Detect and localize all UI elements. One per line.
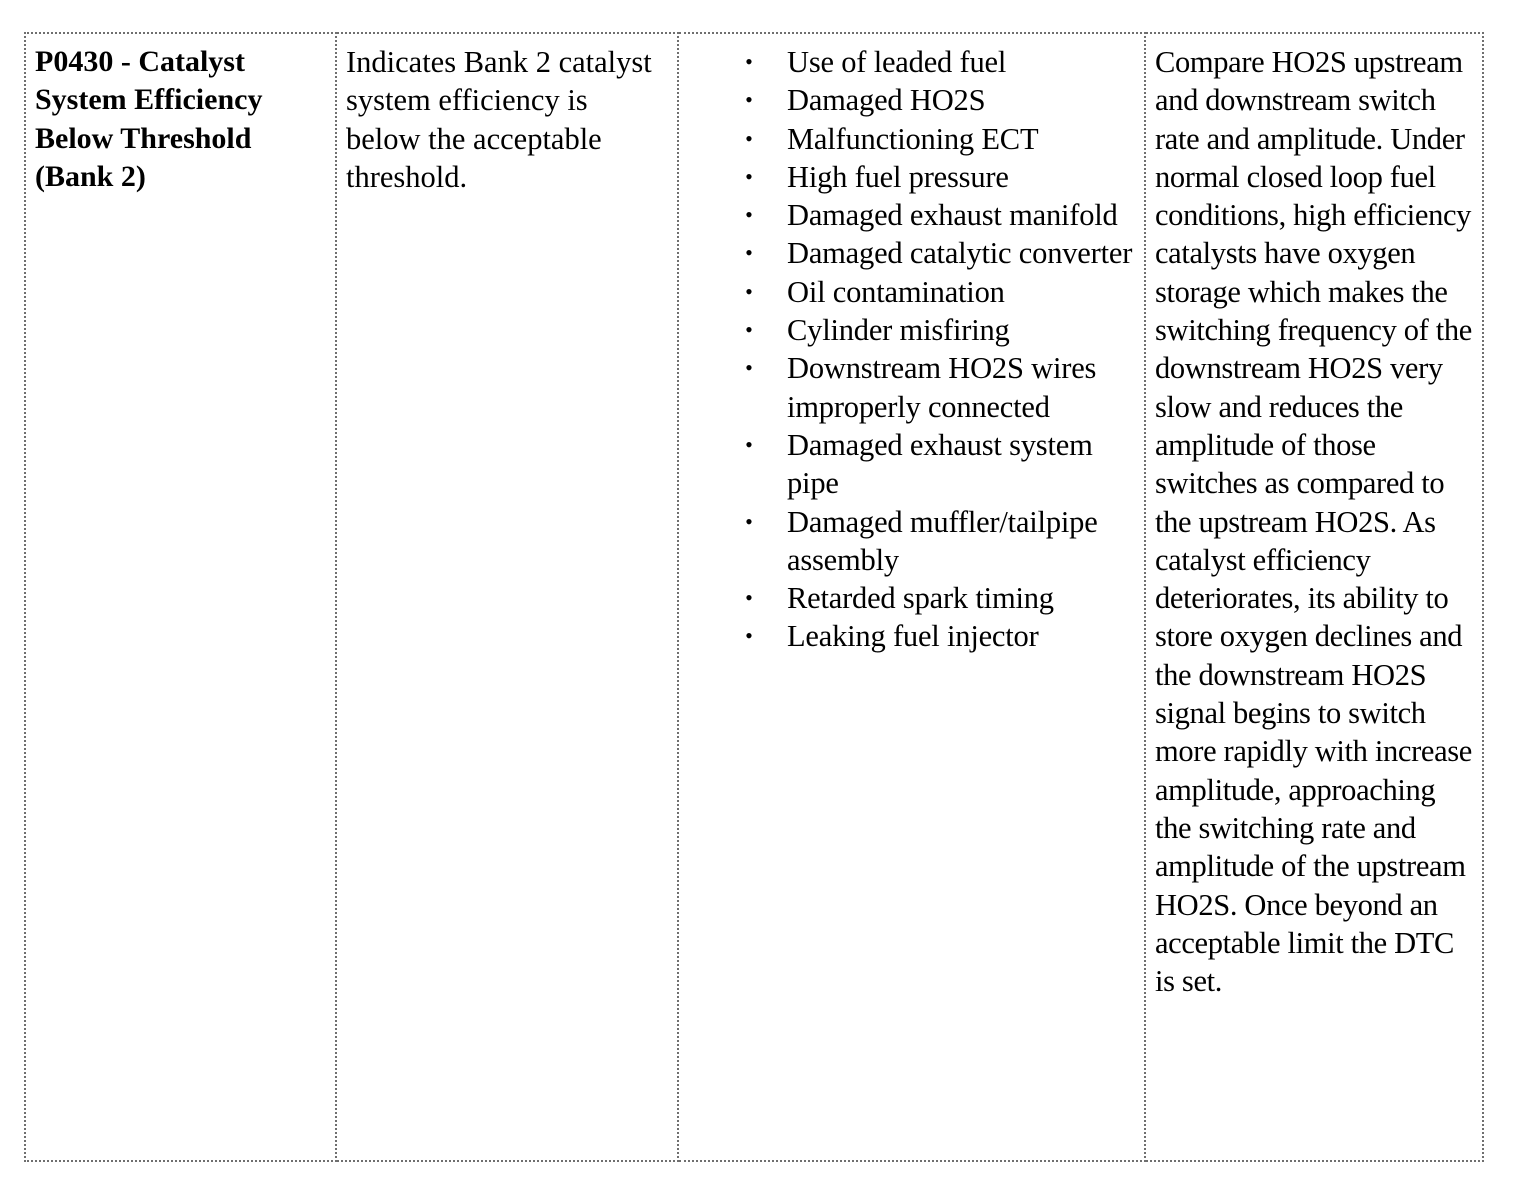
dtc-code-cell [25,33,336,1161]
list-item [745,503,1136,580]
bullet-icon: • [745,202,753,228]
list-item [745,120,1136,158]
bullet-icon: • [745,431,753,457]
cause-text: Leaking fuel injector [787,619,1039,654]
list-item [745,81,1136,119]
cause-text: High fuel pressure [787,159,1009,194]
list-item [745,311,1136,349]
list-item [745,426,1136,503]
possible-causes-cell [678,33,1145,1161]
description-cell [336,33,678,1161]
list-item [745,234,1136,272]
list-item [745,579,1136,617]
cause-text: Retarded spark timing [787,581,1054,616]
bullet-icon: • [745,49,753,74]
cause-text: Damaged catalytic converter [787,236,1133,271]
cause-text: Damaged muffler/tailpipe assembly [787,504,1098,577]
bullet-icon: • [745,240,753,266]
table-row [25,33,1483,1161]
list-item [745,43,1136,81]
bullet-icon: • [745,278,753,304]
possible-causes-list [688,43,1136,656]
cause-text: Damaged exhaust system pipe [787,427,1093,501]
list-item [745,158,1136,196]
cause-text: Oil contamination [787,274,1005,309]
cause-text: Damaged exhaust manifold [787,198,1118,233]
diagnostic-action-text: Compare HO2S upstream and downstream switch rate and amplitude. Under normal closed loop fuel conditions, high efficiency catalysts have oxygen storage which makes the switching frequency of the downstream HO2S very slow and reduces the amplitude of those switches as compared to the upstream HO2S. As catalyst efficiency deteriorates, its ability to store oxygen declines and the downstream HO2S signal begins to switch more rapidly with increase amplitude, approaching the switching rate and amplitude of the upstream HO2S. Once beyond an acceptable limit the DTC is set. [1155,45,1472,999]
list-item [745,273,1136,311]
cause-text: Use of leaded fuel [787,45,1007,79]
cause-text: Cylinder misfiring [787,313,1010,348]
bullet-icon: • [745,163,753,189]
bullet-icon: • [745,355,753,381]
list-item [745,349,1136,426]
bullet-icon: • [745,508,753,534]
bullet-icon: • [745,317,753,343]
description-text: Indicates Bank 2 catalyst system efficiency is below the acceptable threshold. [346,45,652,194]
list-item [745,196,1136,234]
cause-text: Downstream HO2S wires improperly connected [787,351,1097,424]
bullet-icon: • [745,125,753,151]
cause-text: Damaged HO2S [787,83,986,118]
bullet-icon: • [745,87,753,113]
bullet-icon: • [745,585,753,611]
cause-text: Malfunctioning ECT [787,121,1039,156]
list-item [745,617,1136,655]
dtc-code-title: P0430 - Catalyst System Efficiency Below Threshold (Bank 2) [35,45,263,193]
bullet-icon: • [745,623,753,649]
dtc-table [24,32,1484,1162]
diagnostic-action-cell [1145,33,1483,1161]
